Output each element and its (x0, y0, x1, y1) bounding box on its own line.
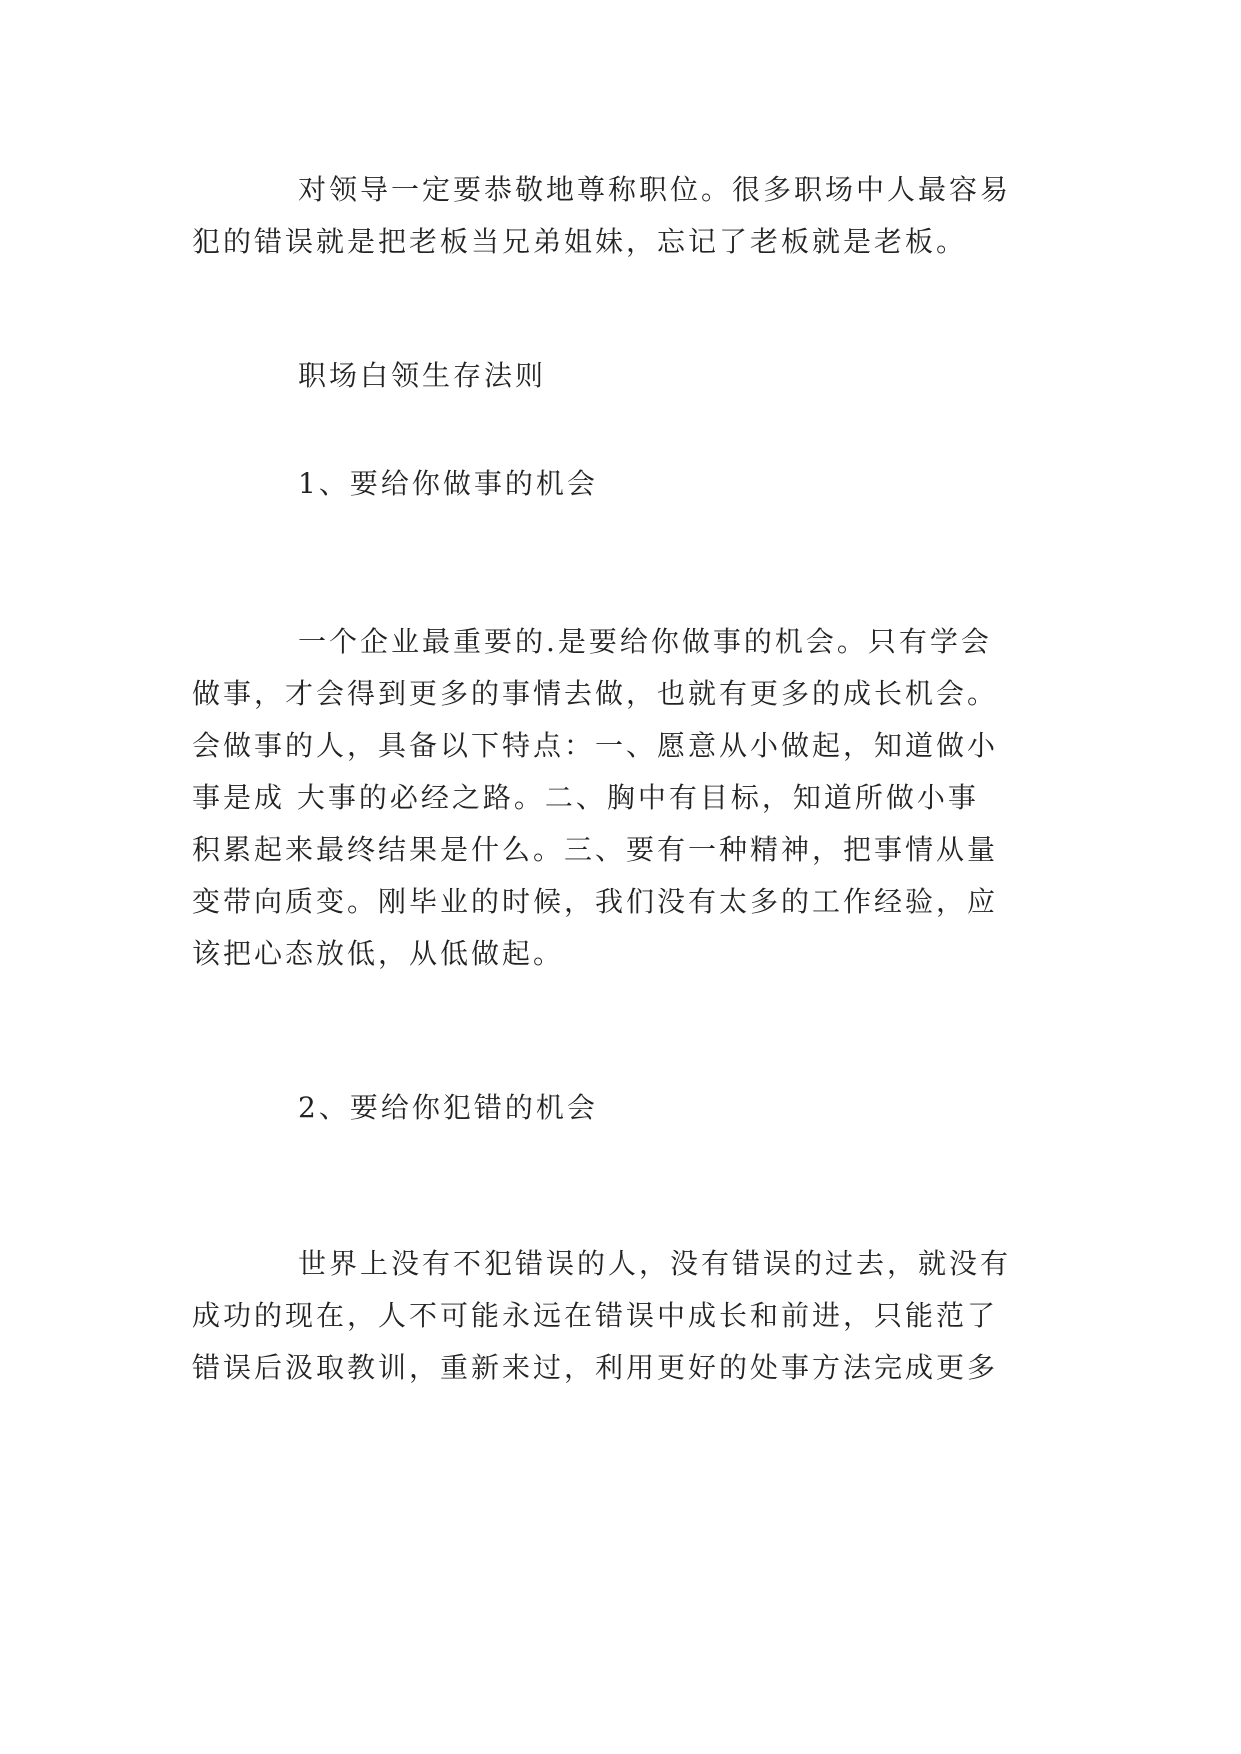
paragraph-line: 一个企业最重要的.是要给你做事的机会。只有学会 (298, 625, 992, 658)
paragraph-opportunity-to-make-mistakes (192, 1238, 1062, 1394)
section-title: 职场白领生存法则 (298, 359, 547, 392)
heading-opportunity-to-work: 1、要给你做事的机会 (298, 467, 598, 500)
paragraph-line: 错误后汲取教训，重新来过，利用更好的处事方法完成更多 (192, 1351, 999, 1384)
paragraph-line: 事是成 大事的必经之路。二、胸中有目标，知道所做小事 (192, 781, 979, 814)
paragraph-respect-leaders (192, 164, 1062, 268)
paragraph-line: 做事，才会得到更多的事情去做，也就有更多的成长机会。 (192, 677, 999, 710)
heading-opportunity-to-make-mistakes: 2、要给你犯错的机会 (298, 1091, 598, 1124)
paragraph-line: 对领导一定要恭敬地尊称职位。很多职场中人最容易 (298, 173, 1012, 206)
paragraph-opportunity-to-work (192, 616, 1062, 980)
paragraph-line: 积累起来最终结果是什么。三、要有一种精神，把事情从量 (192, 833, 999, 866)
paragraph-line: 变带向质变。刚毕业的时候，我们没有太多的工作经验，应 (192, 885, 999, 918)
paragraph-line: 犯的错误就是把老板当兄弟姐妹，忘记了老板就是老板。 (192, 225, 968, 258)
paragraph-line: 会做事的人，具备以下特点：一、愿意从小做起，知道做小 (192, 729, 999, 762)
paragraph-line: 世界上没有不犯错误的人，没有错误的过去，就没有 (298, 1247, 1012, 1280)
paragraph-line: 成功的现在，人不可能永远在错误中成长和前进，只能范了 (192, 1299, 999, 1332)
paragraph-line: 该把心态放低，从低做起。 (192, 937, 565, 970)
